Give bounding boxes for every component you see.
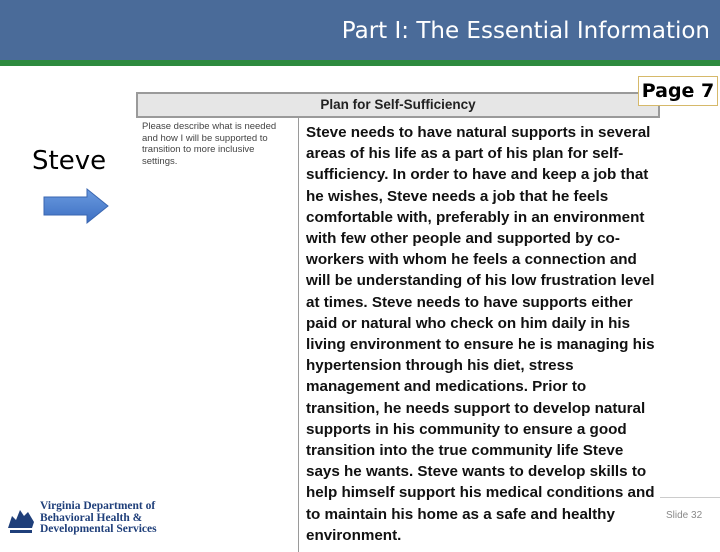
organization-logo bbox=[0, 496, 157, 540]
response-text: Steve needs to have natural supports in several areas of his life as a part of his plan for self-sufficiency. In order to have and keep a job that he wishes, Steve needs a job that he feels comfortable with, preferably in an environment with few other people and supported by co-workers with whom he feels a connection and will be understanding of his low frustration level at times. Steve needs to have supports either paid or natural who check on him daily in his living environment to ensure he is managing his hypertension through his diet, stress management and medications. Prior to transition, he needs support to develop natural supports in his community to ensure a good transition into the true community life Steve says he wants. Steve wants to develop skills to help himself support his medical conditions and to maintain his home as a safe and healthy environment. bbox=[306, 124, 655, 544]
virginia-state-icon bbox=[6, 502, 36, 534]
right-arrow-icon bbox=[43, 188, 109, 224]
logo-line-1: Virginia Department of bbox=[40, 500, 156, 512]
footer-divider bbox=[660, 497, 720, 498]
logo-text bbox=[40, 501, 240, 536]
slide-title: Part I: The Essential Information bbox=[341, 18, 710, 44]
slide-number: Slide 32 bbox=[666, 510, 703, 521]
page-label: Page 7 bbox=[638, 76, 718, 106]
header-bar bbox=[0, 0, 720, 60]
column-divider bbox=[298, 118, 299, 552]
logo-line-3: Developmental Services bbox=[40, 523, 157, 536]
section-title: Plan for Self-Sufficiency bbox=[136, 92, 660, 118]
prompt-text: Please describe what is needed and how I will be supported to transition to more inclusive settings. bbox=[142, 121, 277, 167]
logo-line-2: Behavioral Health & bbox=[40, 511, 143, 524]
person-name: Steve bbox=[32, 146, 107, 176]
plan-document-excerpt bbox=[136, 92, 660, 552]
header-stripe bbox=[0, 60, 720, 66]
